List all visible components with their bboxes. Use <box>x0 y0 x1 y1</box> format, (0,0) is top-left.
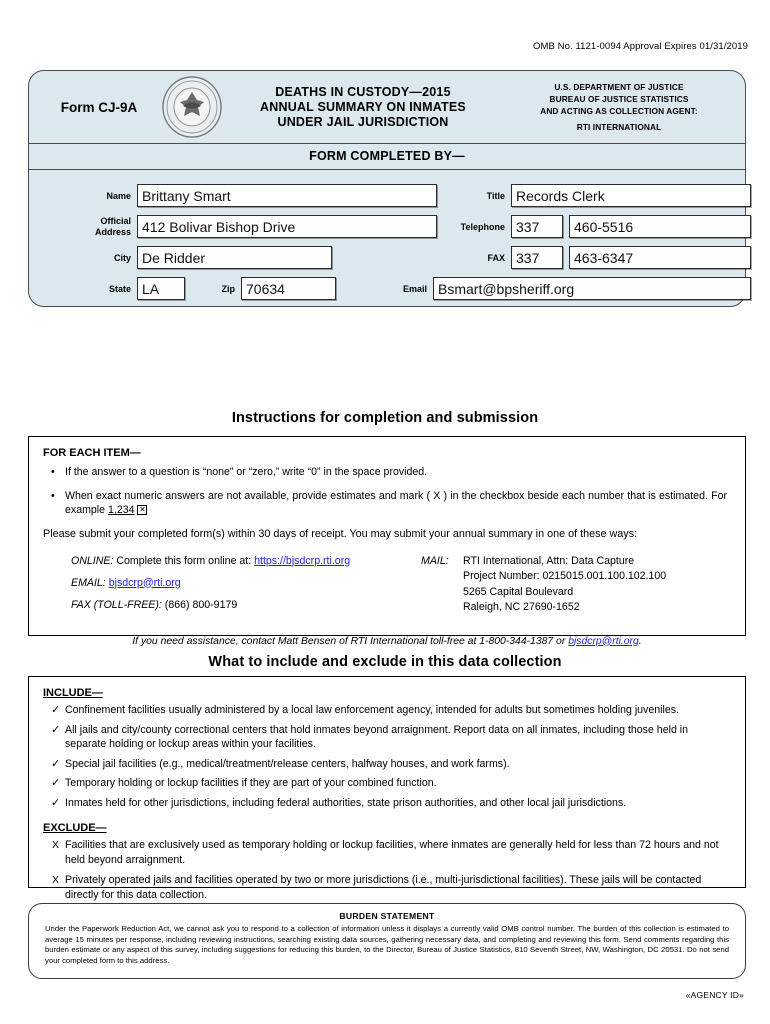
state-input[interactable]: LA <box>137 277 185 300</box>
form-title-line-3: UNDER JAIL JURISDICTION <box>277 114 449 129</box>
state-label: State <box>108 284 131 294</box>
online-label: ONLINE: <box>71 554 114 567</box>
fax-area-code-input[interactable]: 337 <box>511 246 563 269</box>
exclude-list <box>43 838 731 902</box>
include-item-text: Special jail facilities (e.g., medical/treatment/release centers, halfway houses, and work farms). <box>65 757 510 770</box>
agency-line-2: BUREAU OF JUSTICE STATISTICS <box>549 94 689 104</box>
burden-statement-text: Under the Paperwork Reduction Act, we cannot ask you to respond to a collection of information unless it displays a currently valid OMB control number. The burden of this collection is estimated to average 15 minutes per response, including reviewing instructions, searching existing data sources, gathering necessary data, and completing and reviewing this form. Send comments regarding this burden estimate or any aspect of this survey, including suggestions for reducing this burden, to the Director, Bureau of Justice Statistics, 810 Seventh Street, NW, Washington, DC 20531. Do not send your completed form to this address. <box>45 924 729 965</box>
exclude-item-text: Privately operated jails and facilities operated by two or more jurisdictions (i.e., multi-jurisdictional facilities). These jails will be contacted directly for this data collection. <box>65 874 702 901</box>
name-label: Name <box>106 191 131 201</box>
mail-line-4: Raleigh, NC 27690-1652 <box>463 601 580 613</box>
include-item-text: All jails and city/county correctional centers that hold inmates beyond arraignment. Report data on all inmates, including those held in separate holding or lockup areas within your facilities. <box>65 723 689 750</box>
check-icon: ✓ <box>51 704 61 716</box>
include-item-text: Temporary holding or lockup facilities if they are part of your combined function. <box>65 777 437 789</box>
form-title-line-1: DEATHS IN CUSTODY—2015 <box>275 84 451 99</box>
check-icon: ✓ <box>51 796 61 809</box>
mail-line-3: 5265 Capital Boulevard <box>463 585 574 598</box>
telephone-number-input[interactable]: 460-5516 <box>569 215 751 238</box>
agency-id-footer: «AGENCY ID» <box>685 990 744 1000</box>
name-input[interactable]: Brittany Smart <box>137 184 437 207</box>
omb-approval-line: OMB No. 1121-0094 Approval Expires 01/31/2019 <box>532 41 748 52</box>
list-item <box>43 796 731 811</box>
email-label: EMAIL: <box>71 576 106 589</box>
form-completed-by-panel <box>28 70 746 307</box>
include-item-text: Inmates held for other jurisdictions, including federal authorities, state prison authorities, and other local jail jurisdictions. <box>65 796 627 809</box>
mail-line-1: RTI International, Attn: Data Capture <box>463 554 635 567</box>
fax-toll-free-number: (866) 800-9179 <box>164 598 238 611</box>
bullet-icon: • <box>51 466 55 478</box>
mail-line-2: Project Number: 0215015.001.100.102.100 <box>463 570 667 582</box>
x-marker-icon: X <box>52 874 60 886</box>
submission-paragraph: Please submit your completed form(s) within 30 days of receipt. You may submit your annual summary in one of these ways: <box>43 527 638 540</box>
form-number: Form CJ-9A <box>60 99 138 115</box>
instruction-bullet-list <box>43 465 731 518</box>
check-icon: ✓ <box>51 777 61 789</box>
submission-methods <box>43 554 731 632</box>
x-marker-icon: X <box>52 839 60 851</box>
list-item <box>43 838 731 867</box>
list-item <box>43 776 731 791</box>
online-link[interactable]: https://bjsdcrp.rti.org <box>254 554 351 567</box>
agency-block <box>503 81 735 133</box>
fax-label: FAX <box>487 253 505 263</box>
check-icon: ✓ <box>51 757 61 770</box>
mail-label: MAIL: <box>421 554 449 567</box>
telephone-label: Telephone <box>460 222 505 232</box>
list-item <box>43 489 731 518</box>
burden-statement-box <box>28 903 746 979</box>
email-link[interactable]: bjsdcrp@rti.org <box>108 576 181 589</box>
include-list <box>43 703 731 810</box>
assistance-email-link[interactable]: bjsdcrp@rti.org <box>568 635 639 647</box>
submission-online <box>71 554 350 570</box>
list-item <box>43 703 731 718</box>
include-item-text: Confinement facilities usually administered by a local law enforcement agency, intended for adults but sometimes holding juveniles. <box>65 704 679 716</box>
estimate-checkbox-icon: ✕ <box>139 505 146 514</box>
list-item <box>43 465 731 480</box>
submission-fax <box>71 598 237 614</box>
contact-fields <box>29 170 745 306</box>
telephone-area-code-input[interactable]: 337 <box>511 215 563 238</box>
assistance-text: If you need assistance, contact Matt Bensen of RTI International toll-free at 1-800-344-1387 or <box>132 635 569 647</box>
agency-line-1: U.S. DEPARTMENT OF JUSTICE <box>554 82 684 92</box>
check-icon: ✓ <box>51 723 61 736</box>
fax-number-input[interactable]: 463-6347 <box>569 246 751 269</box>
title-input[interactable]: Records Clerk <box>511 184 751 207</box>
mail-address <box>463 554 666 616</box>
title-label: Title <box>486 191 505 201</box>
form-title-line-2: ANNUAL SUMMARY ON INMATES <box>260 99 466 114</box>
agency-line-3: AND ACTING AS COLLECTION AGENT: <box>540 106 698 116</box>
zip-input[interactable]: 70634 <box>241 277 336 300</box>
email-input[interactable]: Bsmart@bpsheriff.org <box>433 277 751 300</box>
city-label: City <box>113 253 131 263</box>
include-title: INCLUDE— <box>43 687 103 699</box>
for-each-item-title: FOR EACH ITEM— <box>43 447 141 459</box>
list-item <box>43 873 731 902</box>
doj-seal-icon <box>161 76 223 138</box>
zip-label: Zip <box>221 284 235 294</box>
collection-agent-name: RTI INTERNATIONAL <box>576 122 662 132</box>
list-item <box>43 723 731 752</box>
assistance-line <box>43 636 731 647</box>
list-item <box>43 757 731 772</box>
exclude-title: EXCLUDE— <box>43 822 107 834</box>
email-label: Email <box>402 284 427 294</box>
fax-toll-free-label: FAX (TOLL-FREE): <box>71 598 162 611</box>
official-address-label: Official Address <box>94 216 131 237</box>
example-number: 1,234 <box>108 504 135 516</box>
scope-box <box>28 676 746 901</box>
instructions-box <box>28 436 746 647</box>
instructions-heading: Instructions for completion and submission <box>231 410 539 426</box>
bullet-icon: • <box>51 489 55 502</box>
assistance-period: . <box>638 635 642 647</box>
form-completed-by-title: FORM COMPLETED BY— <box>29 143 745 170</box>
burden-statement-title: BURDEN STATEMENT <box>339 911 435 921</box>
instruction-bullet-text: If the answer to a question is “none” or “zero,” write “0” in the space provided. <box>65 466 428 478</box>
submission-mail <box>421 554 666 616</box>
form-title <box>223 85 503 130</box>
instruction-bullet-text: When exact numeric answers are not available, provide estimates and mark ( X ) in the checkbox beside each number that is estimated. For example <box>65 489 727 516</box>
official-address-input[interactable]: 412 Bolivar Bishop Drive <box>137 215 437 238</box>
scope-heading: What to include and exclude in this data collection <box>208 654 562 670</box>
submission-email <box>71 576 181 592</box>
city-input[interactable]: De Ridder <box>137 246 332 269</box>
form-header <box>29 71 745 143</box>
online-text: Complete this form online at: <box>116 554 252 567</box>
exclude-item-text: Facilities that are exclusively used as temporary holding or lockup facilities, where inmates are generally held for less than 72 hours and not held beyond arraignment. <box>65 839 719 866</box>
